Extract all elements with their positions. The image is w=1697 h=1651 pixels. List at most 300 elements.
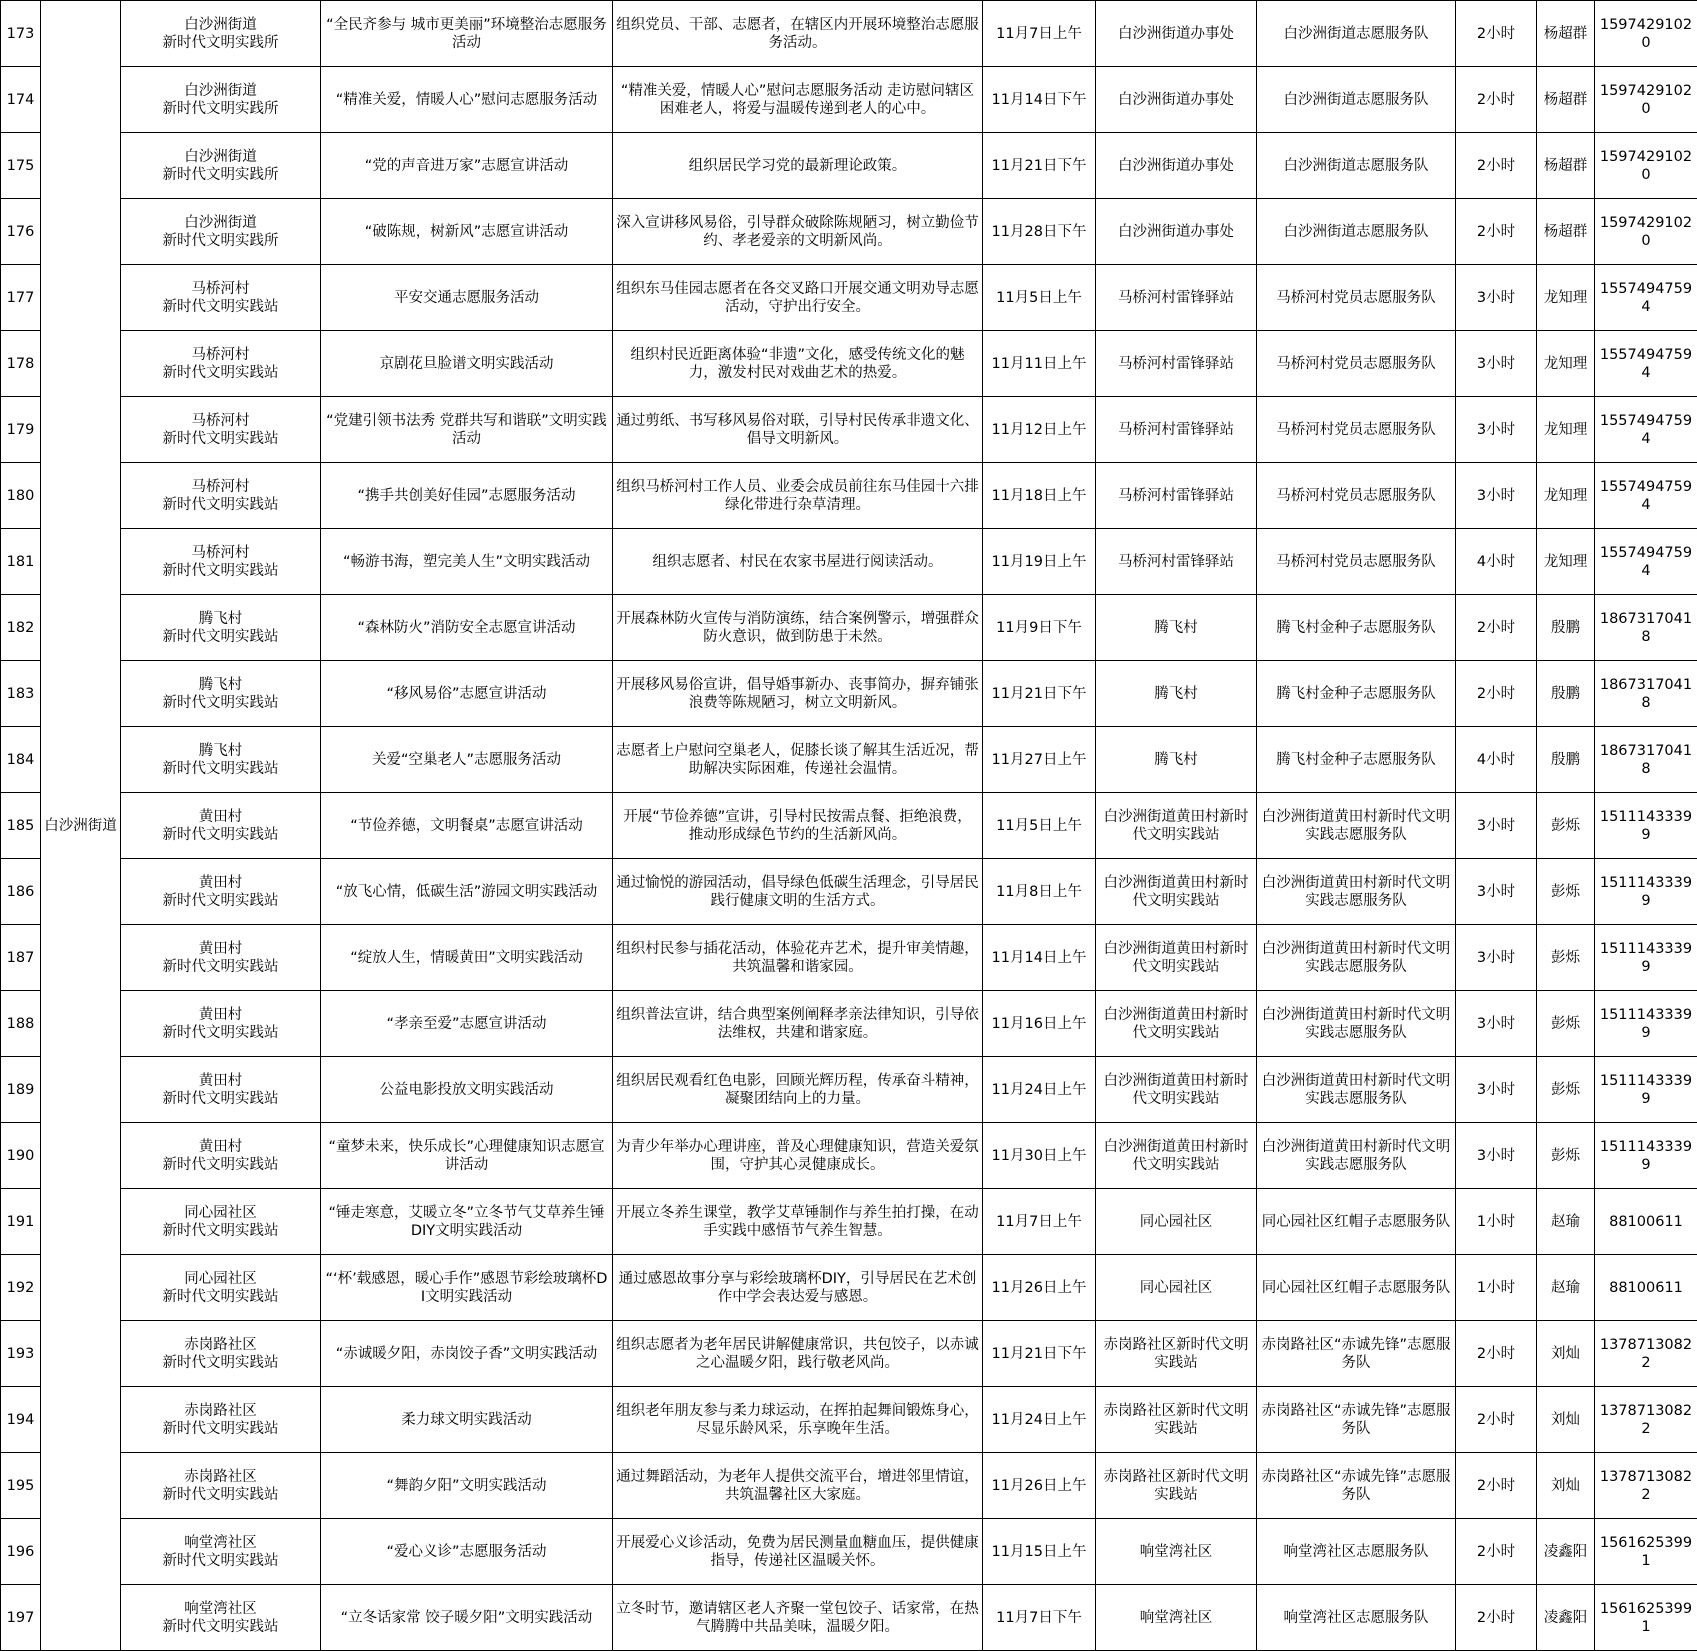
contact-phone: 15111433399 — [1595, 1057, 1697, 1123]
activity-content: 深入宣讲移风易俗，引导群众破除陈规陋习，树立勤俭节约、孝老爱亲的文明新风尚。 — [613, 199, 983, 265]
table-row — [1, 661, 1697, 727]
activity-time: 11月21日下午 — [983, 133, 1096, 199]
activity-time: 11月21日下午 — [983, 661, 1096, 727]
site-village: 同心园社区 — [184, 1270, 257, 1287]
table-row — [1, 1, 1697, 67]
row-number: 177 — [1, 265, 41, 331]
row-number: 174 — [1, 67, 41, 133]
practice-site — [121, 397, 321, 463]
site-village: 马桥河村 — [191, 412, 250, 429]
contact-phone: 15974291020 — [1595, 133, 1697, 199]
activity-duration: 3小时 — [1456, 397, 1537, 463]
activity-place: 响堂湾社区 — [1096, 1519, 1257, 1585]
row-number: 191 — [1, 1189, 41, 1255]
activity-content: 组织村民近距离体验“非遗”文化，感受传统文化的魅力，激发村民对戏曲艺术的热爱。 — [613, 331, 983, 397]
activity-duration: 3小时 — [1456, 859, 1537, 925]
row-number: 189 — [1, 1057, 41, 1123]
table-row — [1, 265, 1697, 331]
table-row — [1, 859, 1697, 925]
activity-place: 马桥河村雷锋驿站 — [1096, 529, 1257, 595]
schedule-body — [1, 1, 1697, 1651]
activity-content: 志愿者上户慰问空巢老人，促膝长谈了解其生活近况，帮助解决实际困难，传递社会温情。 — [613, 727, 983, 793]
practice-site — [121, 1123, 321, 1189]
table-row — [1, 1321, 1697, 1387]
activity-place: 白沙洲街道黄田村新时代文明实践站 — [1096, 793, 1257, 859]
row-number: 192 — [1, 1255, 41, 1321]
contact-person: 刘灿 — [1537, 1387, 1595, 1453]
practice-site — [121, 595, 321, 661]
practice-site — [121, 991, 321, 1057]
volunteer-team: 同心园社区红帽子志愿服务队 — [1257, 1255, 1456, 1321]
site-type: 新时代文明实践站 — [162, 892, 279, 909]
site-type: 新时代文明实践站 — [162, 1222, 279, 1239]
site-village: 白沙洲街道 — [184, 82, 257, 99]
activity-name: “爱心义诊”志愿服务活动 — [321, 1519, 613, 1585]
activity-duration: 3小时 — [1456, 265, 1537, 331]
volunteer-team: 白沙洲街道黄田村新时代文明实践志愿服务队 — [1257, 925, 1456, 991]
contact-phone: 13787130822 — [1595, 1387, 1697, 1453]
row-number: 182 — [1, 595, 41, 661]
activity-time: 11月30日上午 — [983, 1123, 1096, 1189]
site-village: 黄田村 — [198, 874, 243, 891]
activity-time: 11月12日上午 — [983, 397, 1096, 463]
practice-site — [121, 265, 321, 331]
activity-place: 响堂湾社区 — [1096, 1585, 1257, 1651]
site-type: 新时代文明实践站 — [162, 1090, 279, 1107]
activity-time: 11月5日上午 — [983, 793, 1096, 859]
activity-name: “放飞心情，低碳生活”游园文明实践活动 — [321, 859, 613, 925]
volunteer-team: 腾飞村金种子志愿服务队 — [1257, 661, 1456, 727]
table-row — [1, 397, 1697, 463]
activity-content: 组织东马佳园志愿者在各交叉路口开展交通文明劝导志愿活动，守护出行安全。 — [613, 265, 983, 331]
site-village: 响堂湾社区 — [184, 1600, 257, 1617]
activity-place: 赤岗路社区新时代文明实践站 — [1096, 1453, 1257, 1519]
contact-phone: 15574947594 — [1595, 529, 1697, 595]
table-row — [1, 1387, 1697, 1453]
row-number: 195 — [1, 1453, 41, 1519]
activity-content: 组织居民观看红色电影，回顾光辉历程，传承奋斗精神，凝聚团结向上的力量。 — [613, 1057, 983, 1123]
table-row — [1, 199, 1697, 265]
activity-duration: 2小时 — [1456, 1387, 1537, 1453]
activity-time: 11月7日上午 — [983, 1, 1096, 67]
contact-person: 龙知理 — [1537, 331, 1595, 397]
site-type: 新时代文明实践站 — [162, 1024, 279, 1041]
practice-site — [121, 529, 321, 595]
row-number: 196 — [1, 1519, 41, 1585]
activity-name: “节俭养德，文明餐桌”志愿宣讲活动 — [321, 793, 613, 859]
row-number: 184 — [1, 727, 41, 793]
activity-place: 马桥河村雷锋驿站 — [1096, 463, 1257, 529]
activity-place: 腾飞村 — [1096, 727, 1257, 793]
site-type: 新时代文明实践站 — [162, 364, 279, 381]
activity-time: 11月28日下午 — [983, 199, 1096, 265]
activity-duration: 4小时 — [1456, 529, 1537, 595]
activity-duration: 3小时 — [1456, 793, 1537, 859]
activity-name: “破陈规，树新风”志愿宣讲活动 — [321, 199, 613, 265]
activity-content: 开展立冬养生课堂，教学艾草锤制作与养生拍打操，在动手实践中感悟节气养生智慧。 — [613, 1189, 983, 1255]
activity-duration: 3小时 — [1456, 1057, 1537, 1123]
activity-name: “锤走寒意，艾暖立冬”立冬节气艾草养生锤DIY文明实践活动 — [321, 1189, 613, 1255]
site-village: 响堂湾社区 — [184, 1534, 257, 1551]
practice-site — [121, 661, 321, 727]
volunteer-team: 白沙洲街道黄田村新时代文明实践志愿服务队 — [1257, 1057, 1456, 1123]
contact-person: 殷鹏 — [1537, 727, 1595, 793]
row-number: 188 — [1, 991, 41, 1057]
practice-site — [121, 1, 321, 67]
activity-name: 关爱“空巢老人”志愿服务活动 — [321, 727, 613, 793]
contact-phone: 15574947594 — [1595, 463, 1697, 529]
activity-duration: 2小时 — [1456, 1585, 1537, 1651]
contact-phone: 13787130822 — [1595, 1321, 1697, 1387]
contact-person: 凌鑫阳 — [1537, 1519, 1595, 1585]
activity-time: 11月9日下午 — [983, 595, 1096, 661]
table-row — [1, 463, 1697, 529]
site-type: 新时代文明实践站 — [162, 430, 279, 447]
activity-time: 11月7日下午 — [983, 1585, 1096, 1651]
site-village: 黄田村 — [198, 1006, 243, 1023]
contact-phone: 18673170418 — [1595, 595, 1697, 661]
volunteer-team: 马桥河村党员志愿服务队 — [1257, 265, 1456, 331]
contact-person: 彭烁 — [1537, 859, 1595, 925]
site-village: 赤岗路社区 — [184, 1402, 257, 1419]
activity-name: 柔力球文明实践活动 — [321, 1387, 613, 1453]
site-type: 新时代文明实践站 — [162, 1486, 279, 1503]
contact-person: 杨超群 — [1537, 67, 1595, 133]
site-village: 赤岗路社区 — [184, 1468, 257, 1485]
activity-time: 11月24日上午 — [983, 1387, 1096, 1453]
activity-name: “党建引领书法秀 党群共写和谐联”文明实践活动 — [321, 397, 613, 463]
table-row — [1, 793, 1697, 859]
activity-name: “携手共创美好佳园”志愿服务活动 — [321, 463, 613, 529]
practice-site — [121, 1453, 321, 1519]
activity-time: 11月15日上午 — [983, 1519, 1096, 1585]
row-number: 179 — [1, 397, 41, 463]
activity-name: “移风易俗”志愿宣讲活动 — [321, 661, 613, 727]
activity-time: 11月11日上午 — [983, 331, 1096, 397]
activity-place: 赤岗路社区新时代文明实践站 — [1096, 1321, 1257, 1387]
volunteer-team: 赤岗路社区“赤诚先锋”志愿服务队 — [1257, 1453, 1456, 1519]
site-village: 白沙洲街道 — [184, 214, 257, 231]
activity-name: “绽放人生，情暖黄田”文明实践活动 — [321, 925, 613, 991]
activity-place: 同心园社区 — [1096, 1189, 1257, 1255]
activity-time: 11月19日上午 — [983, 529, 1096, 595]
volunteer-team: 赤岗路社区“赤诚先锋”志愿服务队 — [1257, 1387, 1456, 1453]
activity-duration: 1小时 — [1456, 1189, 1537, 1255]
activity-place: 腾飞村 — [1096, 661, 1257, 727]
practice-site — [121, 1321, 321, 1387]
contact-person: 杨超群 — [1537, 199, 1595, 265]
site-village: 赤岗路社区 — [184, 1336, 257, 1353]
activity-name: “立冬话家常 饺子暖夕阳”文明实践活动 — [321, 1585, 613, 1651]
activity-name: 公益电影投放文明实践活动 — [321, 1057, 613, 1123]
activity-content: 通过剪纸、书写移风易俗对联，引导村民传承非遗文化、倡导文明新风。 — [613, 397, 983, 463]
contact-person: 彭烁 — [1537, 793, 1595, 859]
site-village: 黄田村 — [198, 1138, 243, 1155]
activity-place: 白沙洲街道黄田村新时代文明实践站 — [1096, 1123, 1257, 1189]
practice-site — [121, 199, 321, 265]
activity-content: 组织普法宣讲，结合典型案例阐释孝亲法律知识，引导依法维权，共建和谐家庭。 — [613, 991, 983, 1057]
table-row — [1, 331, 1697, 397]
practice-site — [121, 1387, 321, 1453]
site-type: 新时代文明实践所 — [162, 166, 279, 183]
practice-site — [121, 727, 321, 793]
table-row — [1, 1255, 1697, 1321]
site-type: 新时代文明实践站 — [162, 298, 279, 315]
site-village: 腾飞村 — [198, 610, 243, 627]
practice-site — [121, 1255, 321, 1321]
activity-place: 白沙洲街道黄田村新时代文明实践站 — [1096, 991, 1257, 1057]
site-type: 新时代文明实践站 — [162, 496, 279, 513]
contact-phone: 88100611 — [1595, 1189, 1697, 1255]
volunteer-team: 白沙洲街道志愿服务队 — [1257, 1, 1456, 67]
activity-duration: 3小时 — [1456, 463, 1537, 529]
activity-content: 开展森林防火宣传与消防演练，结合案例警示，增强群众防火意识，做到防患于未然。 — [613, 595, 983, 661]
activity-content: 组织党员、干部、志愿者，在辖区内开展环境整治志愿服务活动。 — [613, 1, 983, 67]
activity-place: 白沙洲街道办事处 — [1096, 1, 1257, 67]
volunteer-team: 响堂湾社区志愿服务队 — [1257, 1519, 1456, 1585]
row-number: 180 — [1, 463, 41, 529]
activity-duration: 3小时 — [1456, 991, 1537, 1057]
site-type: 新时代文明实践站 — [162, 760, 279, 777]
activity-time: 11月18日上午 — [983, 463, 1096, 529]
site-village: 黄田村 — [198, 940, 243, 957]
site-village: 黄田村 — [198, 1072, 243, 1089]
activity-place: 白沙洲街道黄田村新时代文明实践站 — [1096, 1057, 1257, 1123]
activity-time: 11月21日下午 — [983, 1321, 1096, 1387]
volunteer-team: 白沙洲街道黄田村新时代文明实践志愿服务队 — [1257, 859, 1456, 925]
activity-duration: 2小时 — [1456, 1519, 1537, 1585]
table-row — [1, 133, 1697, 199]
activity-name: “童梦未来，快乐成长”心理健康知识志愿宣讲活动 — [321, 1123, 613, 1189]
practice-site — [121, 331, 321, 397]
site-type: 新时代文明实践站 — [162, 1288, 279, 1305]
contact-person: 彭烁 — [1537, 1123, 1595, 1189]
activity-duration: 3小时 — [1456, 331, 1537, 397]
activity-place: 腾飞村 — [1096, 595, 1257, 661]
site-village: 马桥河村 — [191, 280, 250, 297]
site-type: 新时代文明实践站 — [162, 628, 279, 645]
contact-person: 刘灿 — [1537, 1453, 1595, 1519]
activity-content: 组织马桥河村工作人员、业委会成员前往东马佳园十六排绿化带进行杂草清理。 — [613, 463, 983, 529]
practice-site — [121, 463, 321, 529]
volunteer-team: 同心园社区红帽子志愿服务队 — [1257, 1189, 1456, 1255]
site-village: 黄田村 — [198, 808, 243, 825]
table-row — [1, 1585, 1697, 1651]
contact-phone: 15574947594 — [1595, 397, 1697, 463]
activity-place: 白沙洲街道办事处 — [1096, 67, 1257, 133]
activity-duration: 2小时 — [1456, 661, 1537, 727]
contact-person: 赵瑜 — [1537, 1189, 1595, 1255]
activity-duration: 2小时 — [1456, 199, 1537, 265]
activity-duration: 2小时 — [1456, 595, 1537, 661]
practice-site — [121, 859, 321, 925]
site-type: 新时代文明实践站 — [162, 958, 279, 975]
contact-phone: 15111433399 — [1595, 925, 1697, 991]
activity-duration: 4小时 — [1456, 727, 1537, 793]
activity-content: 开展“节俭养德”宣讲，引导村民按需点餐、拒绝浪费，推动形成绿色节约的生活新风尚。 — [613, 793, 983, 859]
activity-content: 开展移风易俗宣讲，倡导婚事新办、丧事简办，摒弃铺张浪费等陈规陋习，树立文明新风。 — [613, 661, 983, 727]
contact-phone: 88100611 — [1595, 1255, 1697, 1321]
activity-place: 白沙洲街道黄田村新时代文明实践站 — [1096, 925, 1257, 991]
activity-place: 马桥河村雷锋驿站 — [1096, 331, 1257, 397]
site-type: 新时代文明实践所 — [162, 100, 279, 117]
contact-person: 杨超群 — [1537, 1, 1595, 67]
volunteer-team: 白沙洲街道志愿服务队 — [1257, 133, 1456, 199]
practice-site — [121, 1519, 321, 1585]
volunteer-team: 马桥河村党员志愿服务队 — [1257, 331, 1456, 397]
activity-duration: 3小时 — [1456, 925, 1537, 991]
activity-name: 京剧花旦脸谱文明实践活动 — [321, 331, 613, 397]
row-number: 175 — [1, 133, 41, 199]
contact-phone: 15616253991 — [1595, 1519, 1697, 1585]
activity-name: “孝亲至爱”志愿宣讲活动 — [321, 991, 613, 1057]
contact-person: 龙知理 — [1537, 265, 1595, 331]
activity-time: 11月26日上午 — [983, 1453, 1096, 1519]
activity-place: 马桥河村雷锋驿站 — [1096, 397, 1257, 463]
activity-place: 同心园社区 — [1096, 1255, 1257, 1321]
activity-name: 平安交通志愿服务活动 — [321, 265, 613, 331]
activity-content: “精准关爱，情暖人心”慰问志愿服务活动 走访慰问辖区困难老人，将爱与温暖传递到老人的心中。 — [613, 67, 983, 133]
contact-person: 彭烁 — [1537, 1057, 1595, 1123]
activity-place: 白沙洲街道办事处 — [1096, 199, 1257, 265]
activity-time: 11月24日上午 — [983, 1057, 1096, 1123]
activity-duration: 2小时 — [1456, 67, 1537, 133]
contact-phone: 15974291020 — [1595, 67, 1697, 133]
contact-person: 刘灿 — [1537, 1321, 1595, 1387]
volunteer-team: 腾飞村金种子志愿服务队 — [1257, 595, 1456, 661]
volunteer-team: 白沙洲街道黄田村新时代文明实践志愿服务队 — [1257, 1123, 1456, 1189]
contact-phone: 15111433399 — [1595, 793, 1697, 859]
practice-site — [121, 67, 321, 133]
activity-content: 组织村民参与插花活动，体验花卉艺术，提升审美情趣，共筑温馨和谐家园。 — [613, 925, 983, 991]
contact-phone: 15974291020 — [1595, 199, 1697, 265]
site-type: 新时代文明实践所 — [162, 232, 279, 249]
contact-person: 龙知理 — [1537, 397, 1595, 463]
activity-name: “舞韵夕阳”文明实践活动 — [321, 1453, 613, 1519]
site-type: 新时代文明实践站 — [162, 1354, 279, 1371]
contact-phone: 15574947594 — [1595, 265, 1697, 331]
row-number: 193 — [1, 1321, 41, 1387]
table-row — [1, 1453, 1697, 1519]
activity-name: “森林防火”消防安全志愿宣讲活动 — [321, 595, 613, 661]
site-type: 新时代文明实践站 — [162, 1156, 279, 1173]
contact-phone: 15111433399 — [1595, 859, 1697, 925]
row-number: 173 — [1, 1, 41, 67]
contact-phone: 18673170418 — [1595, 661, 1697, 727]
site-village: 白沙洲街道 — [184, 148, 257, 165]
site-village: 腾飞村 — [198, 676, 243, 693]
table-row — [1, 529, 1697, 595]
activity-time: 11月14日下午 — [983, 67, 1096, 133]
activity-place: 赤岗路社区新时代文明实践站 — [1096, 1387, 1257, 1453]
activity-duration: 1小时 — [1456, 1255, 1537, 1321]
contact-person: 彭烁 — [1537, 991, 1595, 1057]
volunteer-team: 腾飞村金种子志愿服务队 — [1257, 727, 1456, 793]
table-row — [1, 1123, 1697, 1189]
activity-name: “全民齐参与 城市更美丽”环境整治志愿服务活动 — [321, 1, 613, 67]
contact-phone: 15111433399 — [1595, 1123, 1697, 1189]
activity-name: “党的声音进万家”志愿宣讲活动 — [321, 133, 613, 199]
row-number: 181 — [1, 529, 41, 595]
site-type: 新时代文明实践站 — [162, 694, 279, 711]
activity-time: 11月16日上午 — [983, 991, 1096, 1057]
table-row — [1, 727, 1697, 793]
site-village: 同心园社区 — [184, 1204, 257, 1221]
street-name: 白沙洲街道 — [41, 1, 121, 1651]
volunteer-team: 马桥河村党员志愿服务队 — [1257, 397, 1456, 463]
practice-site — [121, 1585, 321, 1651]
practice-site — [121, 925, 321, 991]
row-number: 187 — [1, 925, 41, 991]
activity-place: 白沙洲街道黄田村新时代文明实践站 — [1096, 859, 1257, 925]
contact-person: 殷鹏 — [1537, 595, 1595, 661]
activity-duration: 2小时 — [1456, 133, 1537, 199]
contact-phone: 15111433399 — [1595, 991, 1697, 1057]
contact-person: 龙知理 — [1537, 529, 1595, 595]
site-type: 新时代文明实践站 — [162, 562, 279, 579]
activity-content: 为青少年举办心理讲座，普及心理健康知识，营造关爱氛围，守护其心灵健康成长。 — [613, 1123, 983, 1189]
activity-time: 11月14日上午 — [983, 925, 1096, 991]
contact-phone: 15974291020 — [1595, 1, 1697, 67]
activity-time: 11月26日上午 — [983, 1255, 1096, 1321]
site-type: 新时代文明实践站 — [162, 1552, 279, 1569]
contact-person: 凌鑫阳 — [1537, 1585, 1595, 1651]
activity-content: 开展爱心义诊活动，免费为居民测量血糖血压，提供健康指导，传递社区温暖关怀。 — [613, 1519, 983, 1585]
activity-name: “畅游书海，塑完美人生”文明实践活动 — [321, 529, 613, 595]
volunteer-team: 白沙洲街道志愿服务队 — [1257, 199, 1456, 265]
activity-place: 马桥河村雷锋驿站 — [1096, 265, 1257, 331]
site-village: 白沙洲街道 — [184, 16, 257, 33]
table-row — [1, 595, 1697, 661]
activity-name: “精准关爱，情暖人心”慰问志愿服务活动 — [321, 67, 613, 133]
activity-content: 通过舞蹈活动，为老年人提供交流平台，增进邻里情谊，共筑温馨社区大家庭。 — [613, 1453, 983, 1519]
activity-time: 11月8日上午 — [983, 859, 1096, 925]
site-village: 马桥河村 — [191, 478, 250, 495]
row-number: 197 — [1, 1585, 41, 1651]
contact-phone: 15616253991 — [1595, 1585, 1697, 1651]
site-type: 新时代文明实践站 — [162, 1618, 279, 1635]
volunteer-team: 响堂湾社区志愿服务队 — [1257, 1585, 1456, 1651]
contact-person: 殷鹏 — [1537, 661, 1595, 727]
activity-time: 11月7日上午 — [983, 1189, 1096, 1255]
contact-person: 彭烁 — [1537, 925, 1595, 991]
site-village: 马桥河村 — [191, 544, 250, 561]
practice-site — [121, 133, 321, 199]
table-row — [1, 991, 1697, 1057]
contact-phone: 13787130822 — [1595, 1453, 1697, 1519]
activity-content: 通过感恩故事分享与彩绘玻璃杯DIY，引导居民在艺术创作中学会表达爱与感恩。 — [613, 1255, 983, 1321]
site-type: 新时代文明实践所 — [162, 34, 279, 51]
site-village: 马桥河村 — [191, 346, 250, 363]
practice-site — [121, 1057, 321, 1123]
site-village: 腾飞村 — [198, 742, 243, 759]
row-number: 178 — [1, 331, 41, 397]
table-row — [1, 1057, 1697, 1123]
contact-person: 赵瑜 — [1537, 1255, 1595, 1321]
volunteer-team: 白沙洲街道志愿服务队 — [1257, 67, 1456, 133]
row-number: 176 — [1, 199, 41, 265]
activity-time: 11月5日上午 — [983, 265, 1096, 331]
activity-duration: 2小时 — [1456, 1, 1537, 67]
volunteer-team: 白沙洲街道黄田村新时代文明实践志愿服务队 — [1257, 793, 1456, 859]
activity-content: 组织志愿者为老年居民讲解健康常识，共包饺子，以赤诚之心温暖夕阳，践行敬老风尚。 — [613, 1321, 983, 1387]
site-type: 新时代文明实践站 — [162, 1420, 279, 1437]
activity-time: 11月27日上午 — [983, 727, 1096, 793]
contact-phone: 15574947594 — [1595, 331, 1697, 397]
contact-person: 杨超群 — [1537, 133, 1595, 199]
contact-person: 龙知理 — [1537, 463, 1595, 529]
table-row — [1, 67, 1697, 133]
